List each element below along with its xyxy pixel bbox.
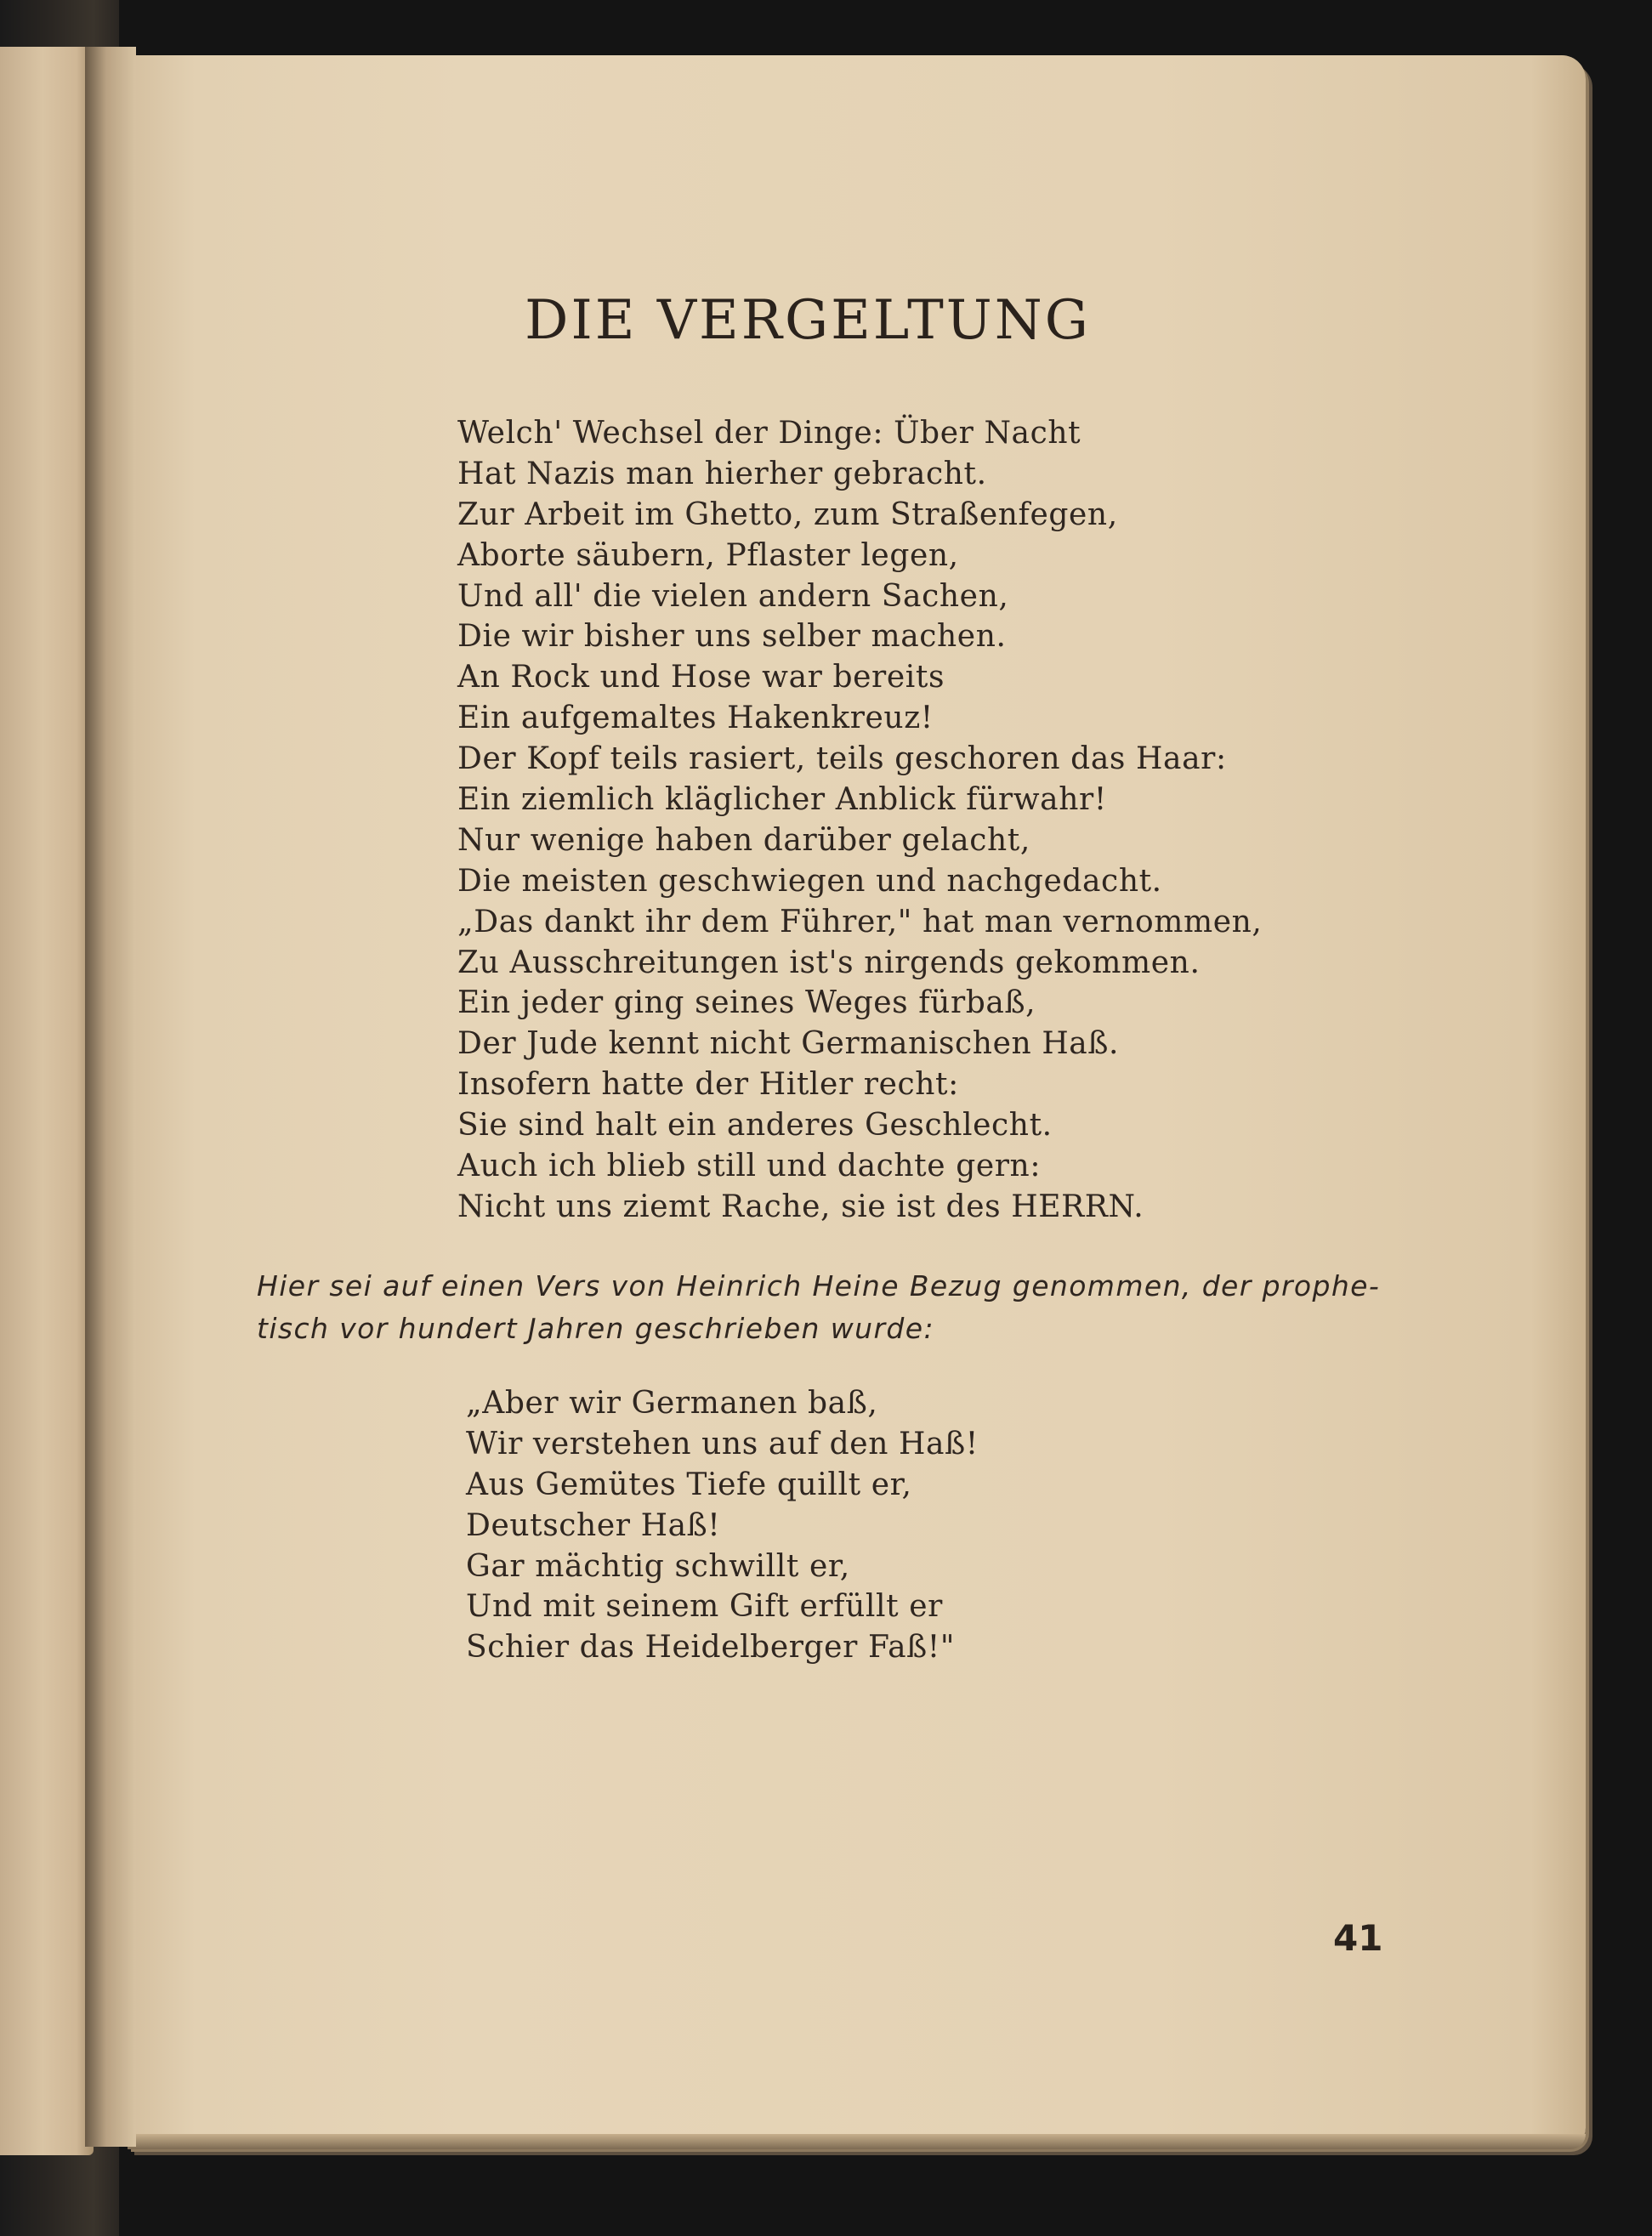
poem-line: Die meisten geschwiegen und nachgedacht. <box>457 863 1162 899</box>
poem-main <box>457 413 1262 1228</box>
book-gutter <box>85 47 136 2147</box>
facing-page-edge <box>0 47 94 2155</box>
quote-line: Schier das Heidelberger Faß!" <box>466 1630 956 1666</box>
commentary-line: tisch vor hundert Jahren geschrieben wurde: <box>257 1312 934 1345</box>
poem-line: Insofern hatte der Hitler recht: <box>457 1067 959 1103</box>
poem-line: Auch ich blieb still und dachte gern: <box>457 1149 1042 1184</box>
quote-line: Gar mächtig schwillt er, <box>466 1548 850 1584</box>
quote-line: Deutscher Haß! <box>466 1507 721 1543</box>
heine-quote <box>466 1383 979 1668</box>
poem-line: Zu Ausschreitungen ist's nirgends gekommen. <box>457 945 1201 980</box>
poem-line: „Das dankt ihr dem Führer," hat man vernommen, <box>457 904 1263 939</box>
poem-line: Ein ziemlich kläglicher Anblick fürwahr! <box>457 782 1107 818</box>
page-title: DIE VERGELTUNG <box>525 289 1091 352</box>
poem-line: Sie sind halt ein anderes Geschlecht. <box>457 1108 1053 1144</box>
poem-line: Aborte säubern, Pflaster legen, <box>457 537 959 573</box>
poem-line: Hat Nazis man hierher gebracht. <box>457 456 987 491</box>
quote-line: Wir verstehen uns auf den Haß! <box>466 1426 979 1461</box>
poem-line: Ein jeder ging seines Weges fürbaß, <box>457 985 1036 1021</box>
quote-line: „Aber wir Germanen baß, <box>466 1386 878 1421</box>
poem-line: Ein aufgemaltes Hakenkreuz! <box>457 701 934 736</box>
poem-line: An Rock und Hose war bereits <box>457 660 945 695</box>
poem-line: Die wir bisher uns selber machen. <box>457 619 1007 655</box>
commentary <box>257 1265 1396 1350</box>
poem-line: Nicht uns ziemt Rache, sie ist des HERRN. <box>457 1189 1144 1224</box>
page-bottom-edge <box>128 2134 1586 2149</box>
quote-line: Und mit seinem Gift erfüllt er <box>466 1589 943 1625</box>
page-number: 41 <box>1333 1917 1383 1959</box>
poem-line: Welch' Wechsel der Dinge: Über Nacht <box>457 416 1081 451</box>
poem-line: Nur wenige haben darüber gelacht, <box>457 822 1030 858</box>
poem-line: Und all' die vielen andern Sachen, <box>457 578 1009 614</box>
poem-line: Zur Arbeit im Ghetto, zum Straßenfegen, <box>457 497 1118 532</box>
quote-line: Aus Gemütes Tiefe quillt er, <box>466 1467 912 1502</box>
commentary-line: Hier sei auf einen Vers von Heinrich Heine Bezug genommen, der prophe- <box>257 1269 1381 1302</box>
poem-line: Der Kopf teils rasiert, teils geschoren das Haar: <box>457 741 1227 777</box>
poem-line: Der Jude kennt nicht Germanischen Haß. <box>457 1026 1120 1062</box>
